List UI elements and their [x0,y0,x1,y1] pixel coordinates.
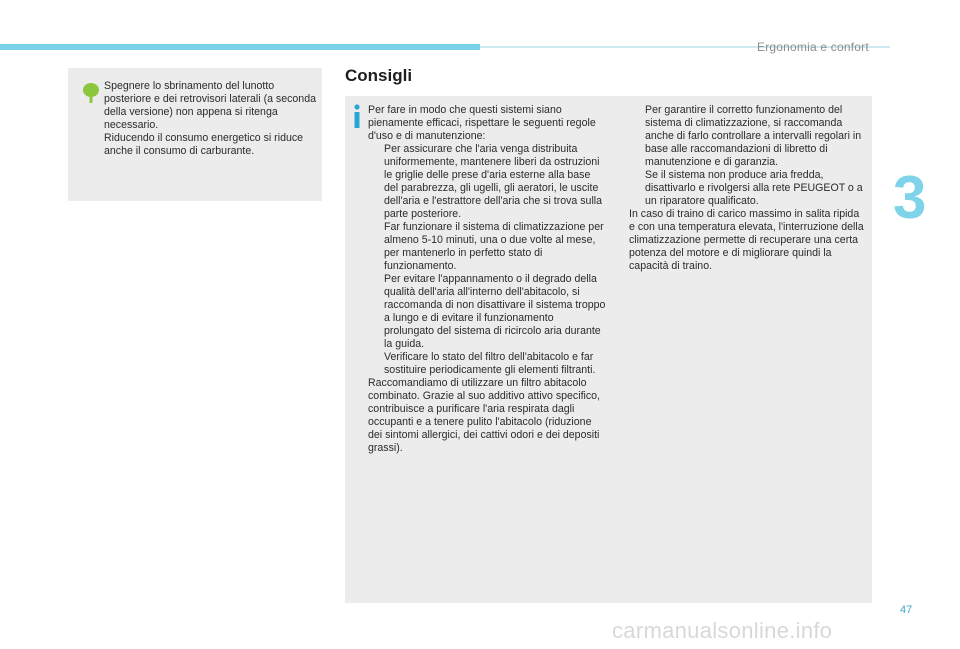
leaf-icon [80,82,102,104]
checkbox-bullet-icon [629,169,645,208]
eco-tip-paragraph: Riducendo il consumo energetico si riduce anche il consumo di carburante. [104,132,304,157]
page-number: 47 [900,604,913,616]
checkbox-bullet-icon [368,221,384,273]
advice-bullet-text: Se il sistema non produce aria fredda, disattivarlo e rivolgersi alla rete PEUGEOT o a un riparatore qualificato. [645,169,863,207]
advice-bullet [368,221,606,273]
header-accent-bar [0,44,480,50]
eco-tip-text [104,80,318,158]
checkbox-bullet-icon [629,104,645,169]
watermark[interactable]: carmanualsonline.info [612,618,833,643]
checkbox-bullet-icon [368,351,384,377]
advice-box [345,96,872,603]
advice-column-right [629,104,867,273]
advice-bullet [368,351,606,377]
advice-closing-right: In caso di traino di carico massimo in salita ripida e con una temperatura elevata, l'interruzione della climatizzazione permette di recuperare una certa potenza del motore e di migliorare quindi la capacità di traino. [629,208,864,272]
chapter-number: 3 [893,164,927,231]
advice-bullet [629,169,867,208]
checkbox-bullet-icon [368,273,384,351]
checkbox-bullet-icon [368,143,384,221]
advice-bullet [368,143,606,221]
eco-tip-paragraph: Spegnere lo sbrinamento del lunotto posteriore e dei retrovisori laterali (a seconda della versione) non appena si ritenga necessario. [104,80,316,131]
advice-bullet-text: Per evitare l'appannamento o il degrado della qualità dell'aria all'interno dell'abitacolo, si raccomanda di non disattivare il sistema troppo a lungo e di evitare il funzionamento prolungato del sistema di ricircolo aria durante la guida. [384,273,606,350]
advice-intro: Per fare in modo che questi sistemi siano pienamente efficaci, rispettare le seguenti regole d'uso e di manutenzione: [368,104,596,142]
advice-bullet [629,104,867,169]
eco-tip-box [68,68,322,201]
advice-bullet [368,273,606,351]
section-title: Ergonomia e confort [757,40,869,54]
info-icon [351,104,363,128]
advice-bullet-text: Per assicurare che l'aria venga distribuita uniformemente, mantenere liberi da ostruzioni le griglie delle prese d'aria esterne alla base del parabrezza, gli ugelli, gli aeratori, le uscite dell'aria e l'estrattore dell'aria che si trova sulla parte posteriore. [384,143,603,220]
advice-bullet-text: Per garantire il corretto funzionamento del sistema di climatizzazione, si raccomanda anche di farlo controllare a intervalli regolari in base alle raccomandazioni di libretto di manutenzione e di garanzia. [645,104,862,168]
advice-bullet-text: Verificare lo stato del filtro dell'abitacolo e far sostituire periodicamente gli elementi filtranti. [384,351,596,376]
advice-bullet-text: Far funzionare il sistema di climatizzazione per almeno 5-10 minuti, una o due volte al mese, per mantenerlo in perfetto stato di funzionamento. [384,221,604,272]
advice-column-left [368,104,606,455]
advice-closing-left: Raccomandiamo di utilizzare un filtro abitacolo combinato. Grazie al suo additivo attivo specifico, contribuisce a purificare l'aria respirata dagli occupanti e a tenere pulito l'abitacolo (riduzione dei sintomi allergici, dei cattivi odori e dei depositi grassi). [368,377,601,454]
page-title: Consigli [345,66,413,85]
